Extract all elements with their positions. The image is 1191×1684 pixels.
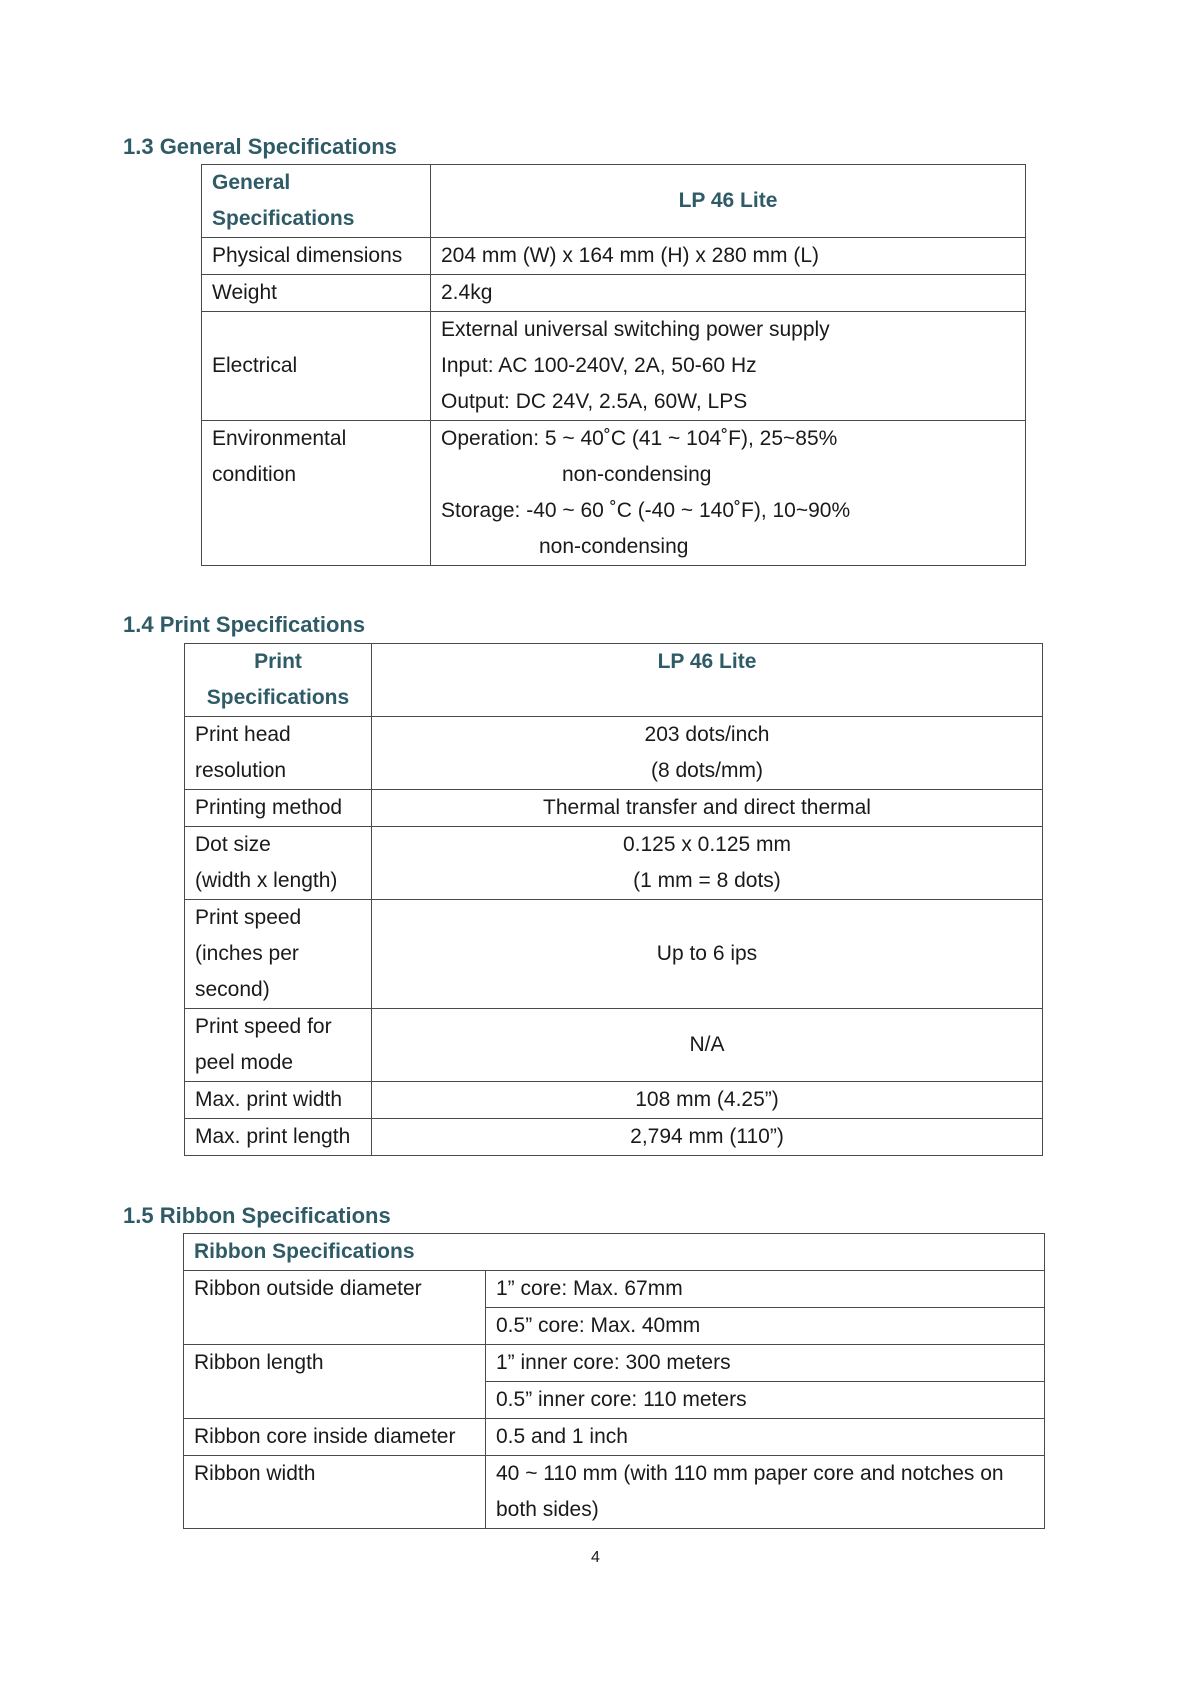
row-value: 40 ~ 110 mm (with 110 mm paper core and notches on both sides) xyxy=(486,1456,1045,1529)
table-row xyxy=(184,1345,1045,1382)
table-header-row xyxy=(185,644,1043,717)
row-value: 203 dots/inch (8 dots/mm) xyxy=(372,717,1043,790)
row-label: Ribbon length xyxy=(184,1345,486,1419)
row-value: 0.125 x 0.125 mm (1 mm = 8 dots) xyxy=(372,827,1043,900)
col1-header: General Specifications xyxy=(202,165,431,238)
table-row xyxy=(184,1271,1045,1308)
table-row xyxy=(185,827,1043,900)
row-label: Physical dimensions xyxy=(202,238,431,275)
row-value: N/A xyxy=(372,1009,1043,1082)
print-spec-table xyxy=(184,643,1043,1156)
row-label: Dot size (width x length) xyxy=(185,827,372,900)
table-row xyxy=(202,312,1026,421)
table-row xyxy=(202,238,1026,275)
row-value: 0.5” core: Max. 40mm xyxy=(486,1308,1045,1345)
row-label: Print speed for peel mode xyxy=(185,1009,372,1082)
table-row xyxy=(185,900,1043,1009)
ribbon-spec-table xyxy=(183,1233,1045,1529)
general-spec-table xyxy=(201,164,1026,566)
table-row xyxy=(185,790,1043,827)
row-value: 0.5 and 1 inch xyxy=(486,1419,1045,1456)
section-heading-general: 1.3 General Specifications xyxy=(123,134,397,159)
section-heading-print: 1.4 Print Specifications xyxy=(123,612,366,637)
table-row xyxy=(185,1009,1043,1082)
row-label: Ribbon width xyxy=(184,1456,486,1529)
col2-header: LP 46 Lite xyxy=(372,644,1043,717)
row-label: Print head resolution xyxy=(185,717,372,790)
row-value: Operation: 5 ~ 40˚C (41 ~ 104˚F), 25~85% non-condensing Storage: -40 ~ 60 ˚C (-40 ~ 140˚F), 10~90% non-condensing xyxy=(431,421,1026,566)
row-label: Electrical xyxy=(202,312,431,421)
row-label: Environmental condition xyxy=(202,421,431,566)
table-row xyxy=(202,421,1026,566)
table-row xyxy=(185,717,1043,790)
section-heading-ribbon: 1.5 Ribbon Specifications xyxy=(123,1203,391,1228)
row-label: Ribbon core inside diameter xyxy=(184,1419,486,1456)
row-value: 0.5” inner core: 110 meters xyxy=(486,1382,1045,1419)
col1-header: Print Specifications xyxy=(185,644,372,717)
ribbon-header: Ribbon Specifications xyxy=(184,1234,1045,1271)
row-value: Up to 6 ips xyxy=(372,900,1043,1009)
row-value: 1” core: Max. 67mm xyxy=(486,1271,1045,1308)
row-label: Print speed (inches per second) xyxy=(185,900,372,1009)
row-value: 2.4kg xyxy=(431,275,1026,312)
row-value: 1” inner core: 300 meters xyxy=(486,1345,1045,1382)
row-value: 204 mm (W) x 164 mm (H) x 280 mm (L) xyxy=(431,238,1026,275)
table-header-row xyxy=(202,165,1026,238)
row-value: 108 mm (4.25”) xyxy=(372,1082,1043,1119)
row-value: 2,794 mm (110”) xyxy=(372,1119,1043,1156)
row-label: Printing method xyxy=(185,790,372,827)
table-row xyxy=(185,1119,1043,1156)
page-number: 4 xyxy=(591,1549,600,1566)
table-row xyxy=(184,1456,1045,1529)
row-label: Max. print width xyxy=(185,1082,372,1119)
table-header-row xyxy=(184,1234,1045,1271)
col2-header: LP 46 Lite xyxy=(431,165,1026,238)
row-label: Weight xyxy=(202,275,431,312)
table-row xyxy=(202,275,1026,312)
row-label: Max. print length xyxy=(185,1119,372,1156)
row-value: External universal switching power supply Input: AC 100-240V, 2A, 50-60 Hz Output: DC 24V, 2.5A, 60W, LPS xyxy=(431,312,1026,421)
row-value: Thermal transfer and direct thermal xyxy=(372,790,1043,827)
row-label: Ribbon outside diameter xyxy=(184,1271,486,1345)
table-row xyxy=(185,1082,1043,1119)
table-row xyxy=(184,1419,1045,1456)
